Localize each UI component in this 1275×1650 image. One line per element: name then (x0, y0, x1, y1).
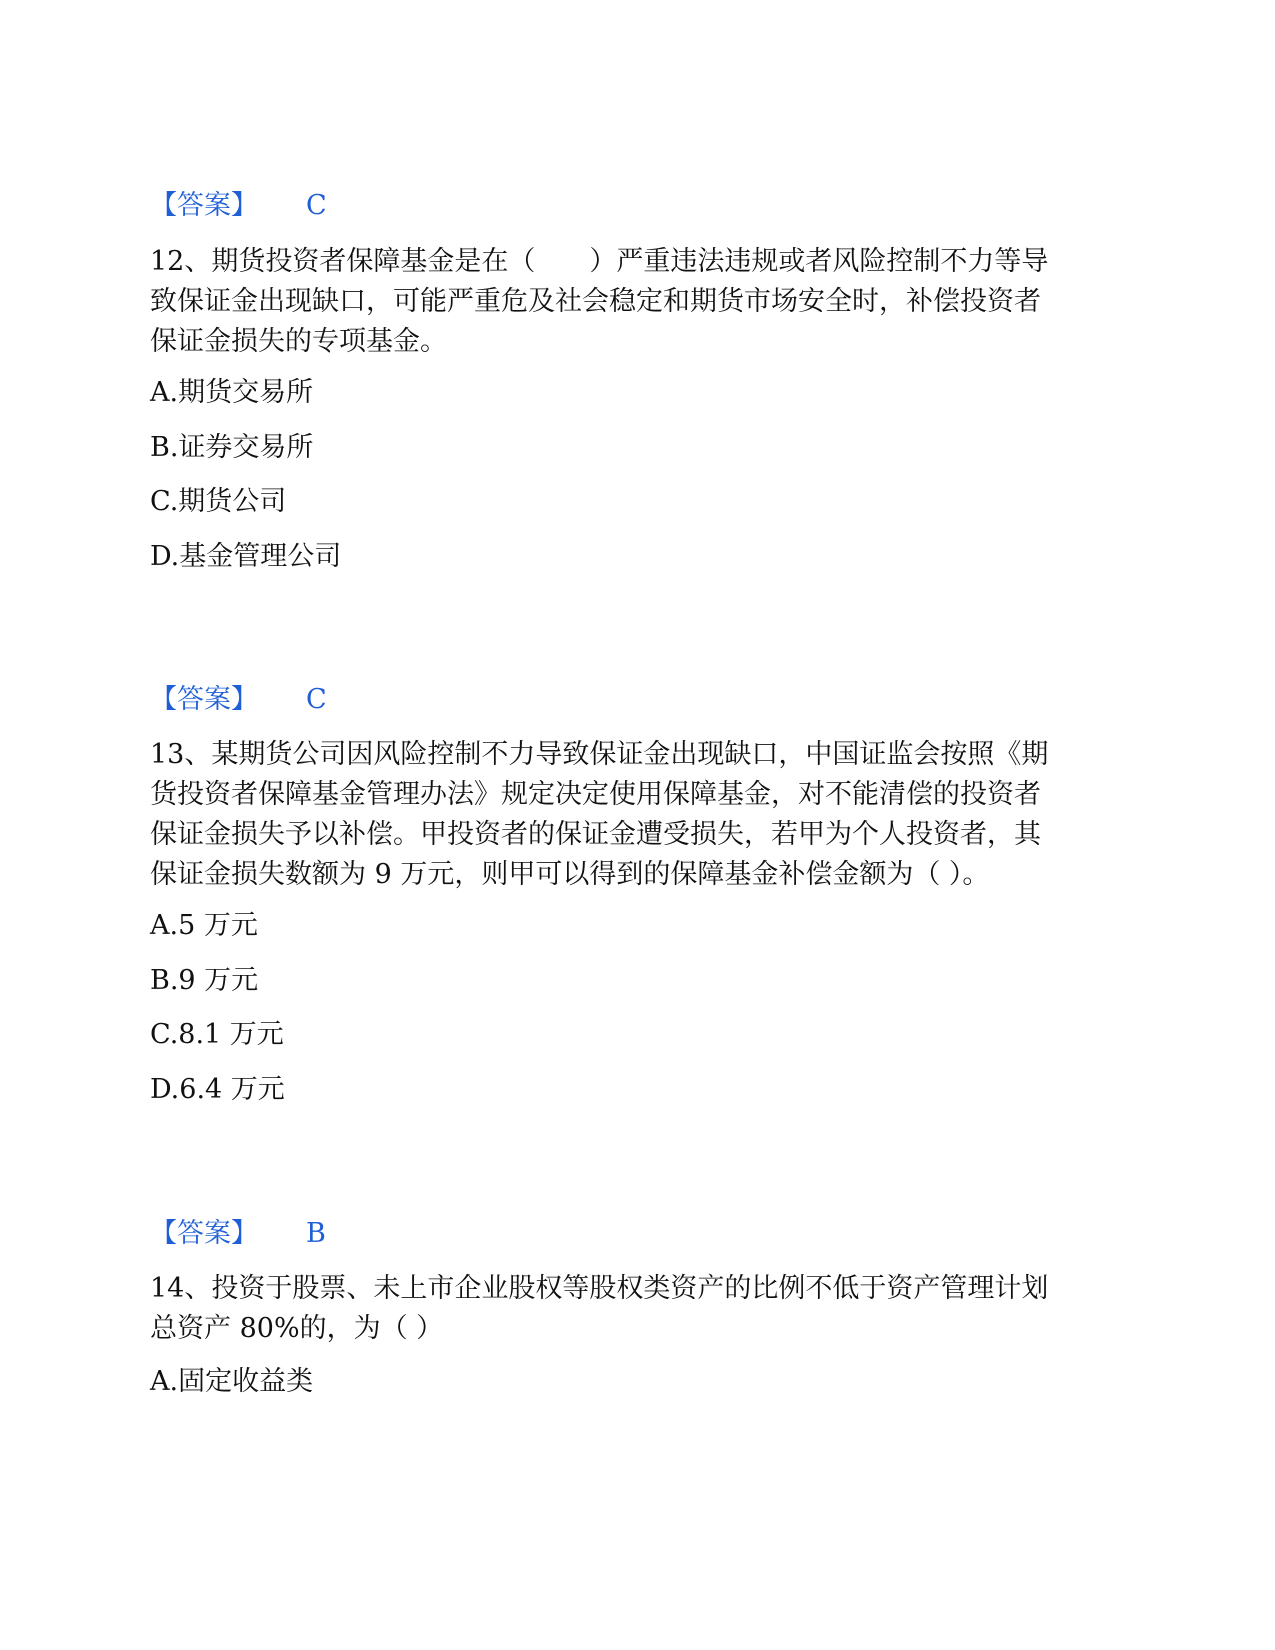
answer-label: 【答案】 (150, 1218, 258, 1249)
answer-value: C (306, 190, 327, 221)
option-c: C.8.1 万元 (150, 1019, 284, 1050)
answer-value: C (306, 684, 327, 715)
question-line: 14、投资于股票、未上市企业股权等股权类资产的比例不低于资产管理计划 (150, 1273, 1049, 1304)
answer-row (150, 186, 327, 226)
option-d: D.基金管理公司 (150, 541, 342, 572)
question-12 (150, 242, 1125, 362)
question-14 (150, 1269, 1125, 1349)
question-line: 13、某期货公司因风险控制不力导致保证金出现缺口，中国证监会按照《期 (150, 739, 1049, 770)
option-a: A.5 万元 (150, 910, 258, 941)
answer-label: 【答案】 (150, 190, 258, 221)
option-b: B.9 万元 (150, 965, 259, 996)
question-line: 12、期货投资者保障基金是在（ ）严重违法违规或者风险控制不力等导 (150, 246, 1049, 277)
question-line: 保证金损失数额为 9 万元，则甲可以得到的保障基金补偿金额为（ ）。 (150, 859, 990, 890)
question-line: 保证金损失予以补偿。甲投资者的保证金遭受损失，若甲为个人投资者，其 (150, 819, 1041, 850)
question-line: 总资产 80%的，为（ ） (150, 1313, 444, 1344)
question-line: 货投资者保障基金管理办法》规定决定使用保障基金，对不能清偿的投资者 (150, 779, 1041, 810)
answer-row (150, 680, 327, 720)
option-a: A.固定收益类 (150, 1366, 314, 1397)
option-d: D.6.4 万元 (150, 1074, 285, 1105)
answer-value: B (306, 1218, 326, 1249)
option-b: B.证券交易所 (150, 432, 314, 463)
option-c: C.期货公司 (150, 486, 287, 517)
question-line: 保证金损失的专项基金。 (150, 326, 447, 357)
question-13 (150, 735, 1125, 895)
question-line: 致保证金出现缺口，可能严重危及社会稳定和期货市场安全时，补偿投资者 (150, 286, 1041, 317)
answer-label: 【答案】 (150, 684, 258, 715)
answer-row (150, 1214, 326, 1254)
option-a: A.期货交易所 (150, 377, 314, 408)
